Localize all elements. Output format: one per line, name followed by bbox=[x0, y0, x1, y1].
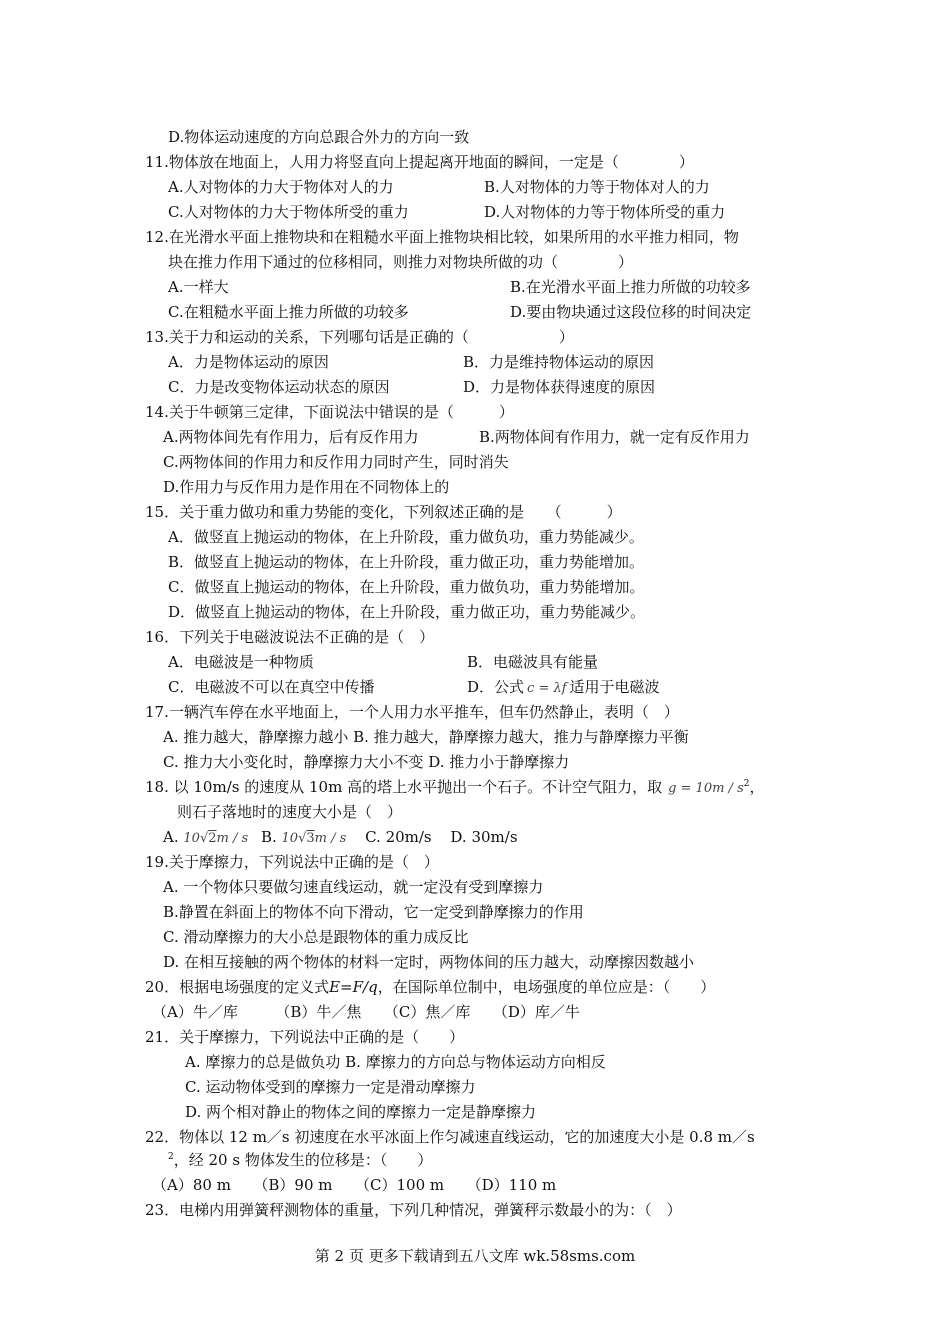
q18-b-radicand: 3 bbox=[306, 831, 315, 846]
q18-option-b-label: B. bbox=[260, 828, 277, 846]
q14-option-c: C.两物体间的作用力和反作用力同时产生，同时消失 bbox=[163, 453, 509, 471]
question-23: 23．电梯内用弹簧秤测物体的重量，下列几种情况，弹簧秤示数最小的为：（ ） bbox=[145, 1201, 682, 1219]
question-22-cont bbox=[168, 1150, 432, 1173]
q16-option-c: C．电磁波不可以在真空中传播 bbox=[168, 678, 375, 696]
q17-options-cd: C. 推力大小变化时，静摩擦力大小不变 D. 推力小于静摩擦力 bbox=[163, 753, 570, 771]
q18-comma: ， bbox=[749, 778, 765, 796]
question-15: 15．关于重力做功和重力势能的变化，下列叙述正确的是 （ ） bbox=[145, 503, 622, 521]
q10-option-d: D.物体运动速度的方向总跟合外力的方向一致 bbox=[168, 128, 470, 146]
q18-a-unit: m / s bbox=[216, 831, 249, 846]
q13-option-c: C．力是改变物体运动状态的原因 bbox=[168, 378, 390, 396]
q18-a-radicand: 2 bbox=[208, 831, 217, 846]
question-12-cont: 块在推力作用下通过的位移相同，则推力对物块所做的功（ ） bbox=[168, 253, 634, 271]
q12-option-a: A.一样大 bbox=[168, 278, 229, 296]
q18-option-b-value: 10√3m / s bbox=[281, 831, 347, 846]
q12-option-c: C.在粗糙水平面上推力所做的功较多 bbox=[168, 303, 409, 321]
question-18-cont: 则石子落地时的速度大小是（ ） bbox=[177, 803, 403, 821]
q16-option-b: B．电磁波具有能量 bbox=[467, 653, 599, 671]
q22-cont-text: ，经 20 s 物体发生的位移是：（ ） bbox=[173, 1151, 433, 1169]
q12-option-d: D.要由物块通过这段位移的时间决定 bbox=[510, 303, 752, 321]
q11-option-a: A.人对物体的力大于物体对人的力 bbox=[168, 178, 394, 196]
q22-exp: 2 bbox=[168, 1152, 174, 1162]
q17-options-ab: A. 推力越大，静摩擦力越小 B. 推力越大，静摩擦力越大，推力与静摩擦力平衡 bbox=[163, 728, 689, 746]
question-17: 17.一辆汽车停在水平地面上，一个人用力水平推车，但车仍然静止，表明（ ） bbox=[145, 703, 679, 721]
q11-option-c: C.人对物体的力大于物体所受的重力 bbox=[168, 203, 409, 221]
q21-option-c: C. 运动物体受到的摩擦力一定是滑动摩擦力 bbox=[185, 1078, 476, 1096]
q13-option-a: A．力是物体运动的原因 bbox=[168, 353, 329, 371]
question-21: 21．关于摩擦力，下列说法中正确的是（ ） bbox=[145, 1028, 465, 1046]
q16-option-d-prefix: D．公式 bbox=[467, 678, 525, 696]
q18-b-unit: m / s bbox=[314, 831, 347, 846]
q22-options: （A）80 m （B）90 m （C）100 m （D）110 m bbox=[152, 1176, 557, 1194]
q18-options bbox=[163, 827, 518, 849]
q18-option-c: C. 20m/s bbox=[365, 828, 432, 846]
q18-a-coef: 10 bbox=[183, 831, 200, 846]
q21-option-d: D. 两个相对静止的物体之间的摩擦力一定是静摩擦力 bbox=[185, 1103, 537, 1121]
question-16: 16．下列关于电磁波说法不正确的是（ ） bbox=[145, 628, 435, 646]
q16-option-d bbox=[467, 677, 660, 699]
question-14: 14.关于牛顿第三定律，下面说法中错误的是（ ） bbox=[145, 403, 514, 421]
q15-option-a: A．做竖直上抛运动的物体，在上升阶段，重力做负功，重力势能减少。 bbox=[168, 528, 644, 546]
q20-formula: E=F/q bbox=[329, 978, 378, 996]
q15-option-c: C．做竖直上抛运动的物体，在上升阶段，重力做负功，重力势能增加。 bbox=[168, 578, 645, 596]
q18-text: 18. 以 10m/s 的速度从 10m 高的塔上水平抛出一个石子。不计空气阻力，取 bbox=[145, 778, 663, 796]
q20-options: （A）牛／库 （B）牛／焦 （C）焦／库 （D）库／牛 bbox=[152, 1003, 580, 1021]
q13-option-b: B．力是维持物体运动的原因 bbox=[463, 353, 655, 371]
q18-option-a-value: 10√2m / s bbox=[183, 831, 249, 846]
q19-option-d: D. 在相互接触的两个物体的材料一定时，两物体间的压力越大，动摩擦因数越小 bbox=[163, 953, 695, 971]
q18-option-d: D. 30m/s bbox=[450, 828, 518, 846]
q19-option-a: A. 一个物体只要做匀速直线运动，就一定没有受到摩擦力 bbox=[163, 878, 544, 896]
q18-option-a-label: A. bbox=[163, 828, 179, 846]
q20-text-end: ，在国际单位制中，电场强度的单位应是：（ ） bbox=[377, 978, 716, 996]
q15-option-d: D．做竖直上抛运动的物体，在上升阶段，重力做正功，重力势能减少。 bbox=[168, 603, 646, 621]
q16-formula: c = λf bbox=[527, 681, 567, 696]
q19-option-c: C. 滑动摩擦力的大小总是跟物体的重力成反比 bbox=[163, 928, 469, 946]
q14-option-d: D.作用力与反作用力是作用在不同物体上的 bbox=[163, 478, 450, 496]
q18-gravity-exp: 2 bbox=[743, 779, 750, 789]
q12-option-b: B.在光滑水平面上推力所做的功较多 bbox=[510, 278, 751, 296]
q19-option-b: B.静置在斜面上的物体不向下滑动，它一定受到静摩擦力的作用 bbox=[163, 903, 584, 921]
q11-option-b: B.人对物体的力等于物体对人的力 bbox=[484, 178, 710, 196]
q11-option-d: D.人对物体的力等于物体所受的重力 bbox=[484, 203, 726, 221]
page-footer: 第 2 页 更多下载请到五八文库 wk.58sms.com bbox=[314, 1247, 636, 1265]
question-20 bbox=[145, 977, 715, 997]
question-22: 22．物体以 12 m／s 初速度在水平冰面上作匀减速直线运动，它的加速度大小是 0.8 m／s bbox=[145, 1128, 755, 1146]
q18-b-coef: 10 bbox=[281, 831, 299, 846]
question-11: 11.物体放在地面上，人用力将竖直向上提起离开地面的瞬间，一定是（ ） bbox=[145, 153, 694, 171]
q20-text: 20．根据电场强度的定义式 bbox=[145, 978, 330, 996]
q14-option-a: A.两物体间先有作用力，后有反作用力 bbox=[163, 428, 419, 446]
q15-option-b: B．做竖直上抛运动的物体，在上升阶段，重力做正功，重力势能增加。 bbox=[168, 553, 645, 571]
q14-option-b: B.两物体间有作用力，就一定有反作用力 bbox=[479, 428, 750, 446]
q13-option-d: D．力是物体获得速度的原因 bbox=[463, 378, 656, 396]
question-18 bbox=[145, 777, 765, 800]
q21-options-ab: A. 摩擦力的总是做负功 B. 摩擦力的方向总与物体运动方向相反 bbox=[185, 1053, 606, 1071]
question-19: 19.关于摩擦力，下列说法中正确的是（ ） bbox=[145, 853, 439, 871]
q16-option-d-suffix: 适用于电磁波 bbox=[569, 678, 660, 696]
question-13: 13.关于力和运动的关系，下列哪句话是正确的（ ） bbox=[145, 328, 574, 346]
question-12: 12.在光滑水平面上推物块和在粗糙水平面上推物块相比较，如果所用的水平推力相同，物 bbox=[145, 228, 739, 246]
q18-gravity: g = 10m / s bbox=[668, 781, 744, 796]
q16-option-a: A．电磁波是一种物质 bbox=[168, 653, 314, 671]
